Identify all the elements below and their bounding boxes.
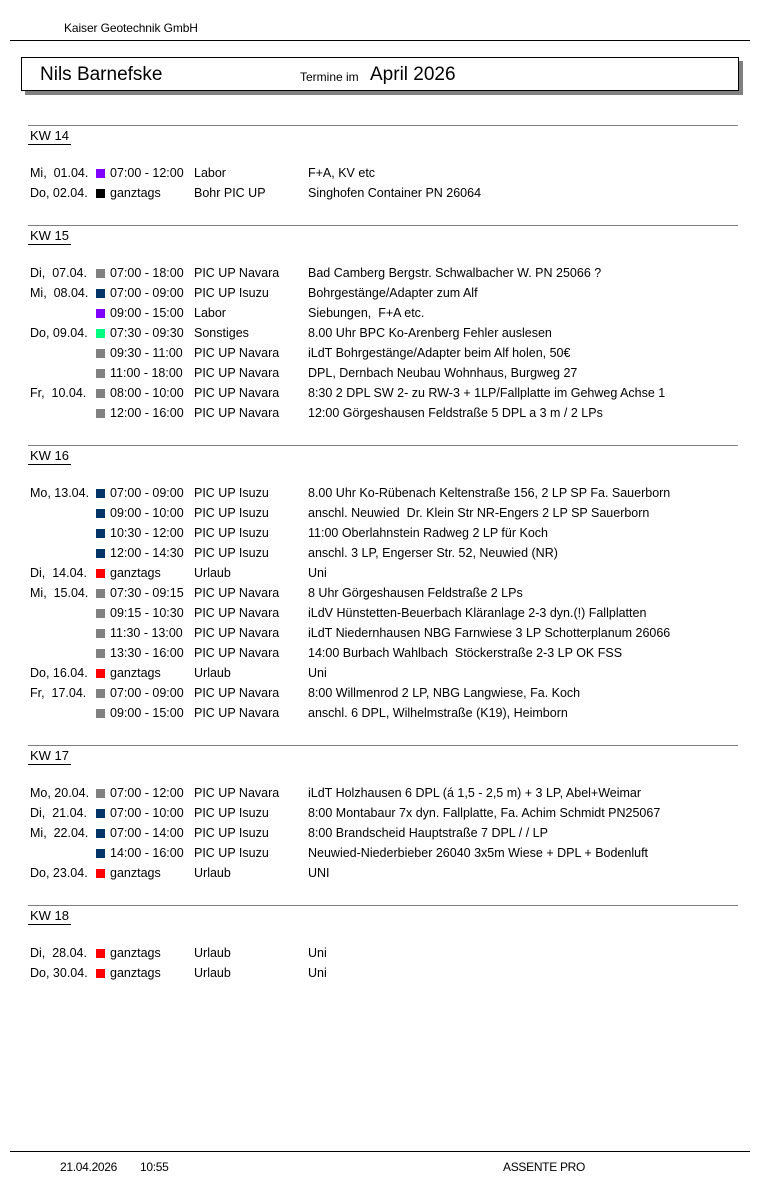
appointment-row[interactable]	[0, 266, 780, 286]
appointment-row[interactable]	[0, 846, 780, 866]
appointment-date: Di, 14.04.	[30, 566, 87, 580]
category-color-icon	[96, 189, 105, 198]
appointment-row[interactable]	[0, 646, 780, 666]
appointment-resource: PIC UP Navara	[194, 706, 280, 720]
appointment-description: iLdV Hünstetten-Beuerbach Kläranlage 2-3 dyn.(!) Fallplatten	[308, 606, 647, 620]
title-box	[21, 57, 739, 91]
appointment-date: Fr, 10.04.	[30, 386, 87, 400]
appointment-description: 8:00 Montabaur 7x dyn. Fallplatte, Fa. Achim Schmidt PN25067	[308, 806, 661, 820]
appointment-time: ganztags	[110, 966, 161, 980]
appointment-description: Uni	[308, 966, 327, 980]
category-color-icon	[96, 389, 105, 398]
category-color-icon	[96, 169, 105, 178]
appointment-description: 8:30 2 DPL SW 2- zu RW-3 + 1LP/Fallplatte im Gehweg Achse 1	[308, 386, 666, 400]
appointment-resource: PIC UP Isuzu	[194, 806, 269, 820]
appointment-time: 09:00 - 15:00	[110, 706, 184, 720]
appointment-description: 8:00 Brandscheid Hauptstraße 7 DPL / / LP	[308, 826, 548, 840]
category-color-icon	[96, 369, 105, 378]
appointment-description: anschl. Neuwied Dr. Klein Str NR-Engers 2 LP SP Sauerborn	[308, 506, 650, 520]
category-color-icon	[96, 309, 105, 318]
appointment-time: 07:00 - 09:00	[110, 686, 184, 700]
appointment-description: Uni	[308, 666, 327, 680]
appointment-description: Bad Camberg Bergstr. Schwalbacher W. PN 25066 ?	[308, 266, 602, 280]
appointment-resource: PIC UP Isuzu	[194, 486, 269, 500]
appointment-resource: PIC UP Navara	[194, 586, 280, 600]
category-color-icon	[96, 329, 105, 338]
appointment-date: Do, 02.04.	[30, 186, 88, 200]
appointment-description: 8.00 Uhr Ko-Rübenach Keltenstraße 156, 2 LP SP Fa. Sauerborn	[308, 486, 671, 500]
print-time: 10:55	[140, 1160, 169, 1174]
appointment-description: 8.00 Uhr BPC Ko-Arenberg Fehler auslesen	[308, 326, 552, 340]
app-name: ASSENTE PRO	[503, 1160, 586, 1174]
week-label-underline	[28, 924, 71, 925]
week-label: KW 17	[30, 748, 70, 763]
appointment-resource: PIC UP Isuzu	[194, 826, 269, 840]
appointment-time: 07:00 - 09:00	[110, 286, 184, 300]
appointment-row[interactable]	[0, 666, 780, 686]
appointment-row[interactable]	[0, 686, 780, 706]
week-divider	[28, 125, 738, 126]
appointment-row[interactable]	[0, 586, 780, 606]
category-color-icon	[96, 849, 105, 858]
appointment-resource: PIC UP Navara	[194, 386, 280, 400]
appointment-time: 07:00 - 18:00	[110, 266, 184, 280]
appointment-resource: Sonstiges	[194, 326, 249, 340]
appointment-resource: Labor	[194, 166, 226, 180]
appointment-description: 12:00 Görgeshausen Feldstraße 5 DPL a 3 m / 2 LPs	[308, 406, 603, 420]
appointment-row[interactable]	[0, 626, 780, 646]
appointment-row[interactable]	[0, 706, 780, 726]
category-color-icon	[96, 809, 105, 818]
appointment-row[interactable]	[0, 566, 780, 586]
appointment-row[interactable]	[0, 786, 780, 806]
appointment-resource: Labor	[194, 306, 226, 320]
appointment-description: 14:00 Burbach Wahlbach Stöckerstraße 2-3 LP OK FSS	[308, 646, 623, 660]
appointment-date: Mo, 13.04.	[30, 486, 90, 500]
category-color-icon	[96, 649, 105, 658]
appointment-row[interactable]	[0, 386, 780, 406]
appointment-description: anschl. 3 LP, Engerser Str. 52, Neuwied (NR)	[308, 546, 558, 560]
appointment-time: ganztags	[110, 946, 161, 960]
appointment-resource: Urlaub	[194, 966, 231, 980]
category-color-icon	[96, 589, 105, 598]
appointment-resource: PIC UP Navara	[194, 786, 280, 800]
week-label-underline	[28, 244, 71, 245]
appointment-time: 07:30 - 09:30	[110, 326, 184, 340]
appointment-description: DPL, Dernbach Neubau Wohnhaus, Burgweg 27	[308, 366, 578, 380]
appointment-date: Mi, 15.04.	[30, 586, 89, 600]
appointment-description: 11:00 Oberlahnstein Radweg 2 LP für Koch	[308, 526, 548, 540]
week-divider	[28, 225, 738, 226]
appointment-description: UNI	[308, 866, 330, 880]
appointment-time: 08:00 - 10:00	[110, 386, 184, 400]
appointment-date: Di, 28.04.	[30, 946, 87, 960]
appointment-description: Uni	[308, 946, 327, 960]
category-color-icon	[96, 689, 105, 698]
appointment-resource: Urlaub	[194, 866, 231, 880]
week-label: KW 18	[30, 908, 70, 923]
appointment-time: 11:00 - 18:00	[110, 366, 183, 380]
appointment-description: iLdT Niedernhausen NBG Farnwiese 3 LP Schotterplanum 26066	[308, 626, 671, 640]
appointment-row[interactable]	[0, 606, 780, 626]
appointment-date: Di, 07.04.	[30, 266, 87, 280]
print-date: 21.04.2026	[60, 1160, 118, 1174]
appointment-time: 12:00 - 14:30	[110, 546, 184, 560]
appointment-resource: PIC UP Navara	[194, 346, 280, 360]
appointment-row[interactable]	[0, 406, 780, 426]
week-label-underline	[28, 144, 71, 145]
week-divider	[28, 745, 738, 746]
company-name: Kaiser Geotechnik GmbH	[64, 21, 198, 35]
appointment-date: Mi, 08.04.	[30, 286, 89, 300]
appointment-resource: PIC UP Navara	[194, 606, 280, 620]
category-color-icon	[96, 789, 105, 798]
appointment-description: Uni	[308, 566, 327, 580]
appointment-resource: Urlaub	[194, 566, 231, 580]
appointment-time: 09:00 - 10:00	[110, 506, 184, 520]
appointment-description: Siebungen, F+A etc.	[308, 306, 425, 320]
category-color-icon	[96, 549, 105, 558]
appointment-time: ganztags	[110, 866, 161, 880]
appointment-description: 8:00 Willmenrod 2 LP, NBG Langwiese, Fa. Koch	[308, 686, 581, 700]
header-divider	[10, 40, 750, 41]
appointment-time: 10:30 - 12:00	[110, 526, 184, 540]
appointment-date: Fr, 17.04.	[30, 686, 87, 700]
appointment-date: Do, 16.04.	[30, 666, 88, 680]
appointment-time: 09:00 - 15:00	[110, 306, 184, 320]
person-name: Nils Barnefske	[40, 64, 163, 85]
appointment-resource: PIC UP Isuzu	[194, 286, 269, 300]
appointment-row[interactable]	[0, 826, 780, 846]
appointment-time: ganztags	[110, 666, 161, 680]
appointment-resource: Bohr PIC UP	[194, 186, 266, 200]
category-color-icon	[96, 629, 105, 638]
appointment-row[interactable]	[0, 546, 780, 566]
appointment-resource: PIC UP Navara	[194, 626, 280, 640]
appointment-time: 07:00 - 12:00	[110, 166, 184, 180]
week-divider	[28, 445, 738, 446]
appointment-description: Singhofen Container PN 26064	[308, 186, 482, 200]
appointment-time: 13:30 - 16:00	[110, 646, 184, 660]
appointment-description: iLdT Bohrgestänge/Adapter beim Alf holen, 50€	[308, 346, 571, 360]
appointment-description: Neuwied-Niederbieber 26040 3x5m Wiese + DPL + Bodenluft	[308, 846, 649, 860]
appointment-time: 09:30 - 11:00	[110, 346, 183, 360]
appointment-row[interactable]	[0, 486, 780, 506]
category-color-icon	[96, 669, 105, 678]
appointment-row[interactable]	[0, 966, 780, 986]
appointment-row[interactable]	[0, 526, 780, 546]
appointment-row[interactable]	[0, 306, 780, 326]
appointment-resource: PIC UP Isuzu	[194, 506, 269, 520]
week-label-underline	[28, 464, 71, 465]
appointment-resource: PIC UP Navara	[194, 366, 280, 380]
appointment-date: Di, 21.04.	[30, 806, 87, 820]
appointment-date: Do, 09.04.	[30, 326, 88, 340]
appointment-description: anschl. 6 DPL, Wilhelmstraße (K19), Heimborn	[308, 706, 568, 720]
appointment-resource: PIC UP Navara	[194, 266, 280, 280]
appointment-time: 07:00 - 10:00	[110, 806, 184, 820]
appointment-row[interactable]	[0, 806, 780, 826]
appointment-row[interactable]	[0, 366, 780, 386]
appointment-time: 07:00 - 09:00	[110, 486, 184, 500]
appointment-resource: PIC UP Navara	[194, 406, 280, 420]
appointment-row[interactable]	[0, 346, 780, 366]
month-title: April 2026	[370, 64, 456, 85]
appointment-time: 12:00 - 16:00	[110, 406, 184, 420]
footer-divider	[10, 1151, 750, 1152]
week-label: KW 14	[30, 128, 70, 143]
week-label: KW 15	[30, 228, 70, 243]
appointment-time: 14:00 - 16:00	[110, 846, 184, 860]
appointment-time: ganztags	[110, 186, 161, 200]
appointment-resource: PIC UP Navara	[194, 646, 280, 660]
category-color-icon	[96, 569, 105, 578]
category-color-icon	[96, 289, 105, 298]
appointment-resource: Urlaub	[194, 946, 231, 960]
category-color-icon	[96, 489, 105, 498]
appointment-date: Mi, 22.04.	[30, 826, 89, 840]
appointment-time: 07:30 - 09:15	[110, 586, 184, 600]
appointment-row[interactable]	[0, 186, 780, 206]
appointment-date: Mo, 20.04.	[30, 786, 90, 800]
appointment-resource: PIC UP Navara	[194, 686, 280, 700]
termine-label: Termine im	[300, 70, 359, 84]
week-label-underline	[28, 764, 71, 765]
category-color-icon	[96, 409, 105, 418]
appointment-resource: PIC UP Isuzu	[194, 546, 269, 560]
appointment-time: 07:00 - 12:00	[110, 786, 184, 800]
appointment-date: Mi, 01.04.	[30, 166, 89, 180]
category-color-icon	[96, 529, 105, 538]
category-color-icon	[96, 269, 105, 278]
appointment-row[interactable]	[0, 286, 780, 306]
appointment-time: 09:15 - 10:30	[110, 606, 184, 620]
appointment-row[interactable]	[0, 506, 780, 526]
category-color-icon	[96, 509, 105, 518]
appointment-description: Bohrgestänge/Adapter zum Alf	[308, 286, 478, 300]
appointment-time: 07:00 - 14:00	[110, 826, 184, 840]
category-color-icon	[96, 709, 105, 718]
appointment-description: F+A, KV etc	[308, 166, 376, 180]
appointment-resource: Urlaub	[194, 666, 231, 680]
appointment-time: ganztags	[110, 566, 161, 580]
appointment-row[interactable]	[0, 166, 780, 186]
appointment-resource: PIC UP Isuzu	[194, 846, 269, 860]
appointment-row[interactable]	[0, 326, 780, 346]
appointment-row[interactable]	[0, 946, 780, 966]
appointment-description: 8 Uhr Görgeshausen Feldstraße 2 LPs	[308, 586, 523, 600]
appointment-time: 11:30 - 13:00	[110, 626, 183, 640]
category-color-icon	[96, 869, 105, 878]
appointment-resource: PIC UP Isuzu	[194, 526, 269, 540]
category-color-icon	[96, 829, 105, 838]
category-color-icon	[96, 969, 105, 978]
appointment-row[interactable]	[0, 866, 780, 886]
appointment-date: Do, 23.04.	[30, 866, 88, 880]
week-label: KW 16	[30, 448, 70, 463]
category-color-icon	[96, 609, 105, 618]
week-divider	[28, 905, 738, 906]
category-color-icon	[96, 949, 105, 958]
appointment-description: iLdT Holzhausen 6 DPL (á 1,5 - 2,5 m) + 3 LP, Abel+Weimar	[308, 786, 642, 800]
category-color-icon	[96, 349, 105, 358]
appointment-date: Do, 30.04.	[30, 966, 88, 980]
